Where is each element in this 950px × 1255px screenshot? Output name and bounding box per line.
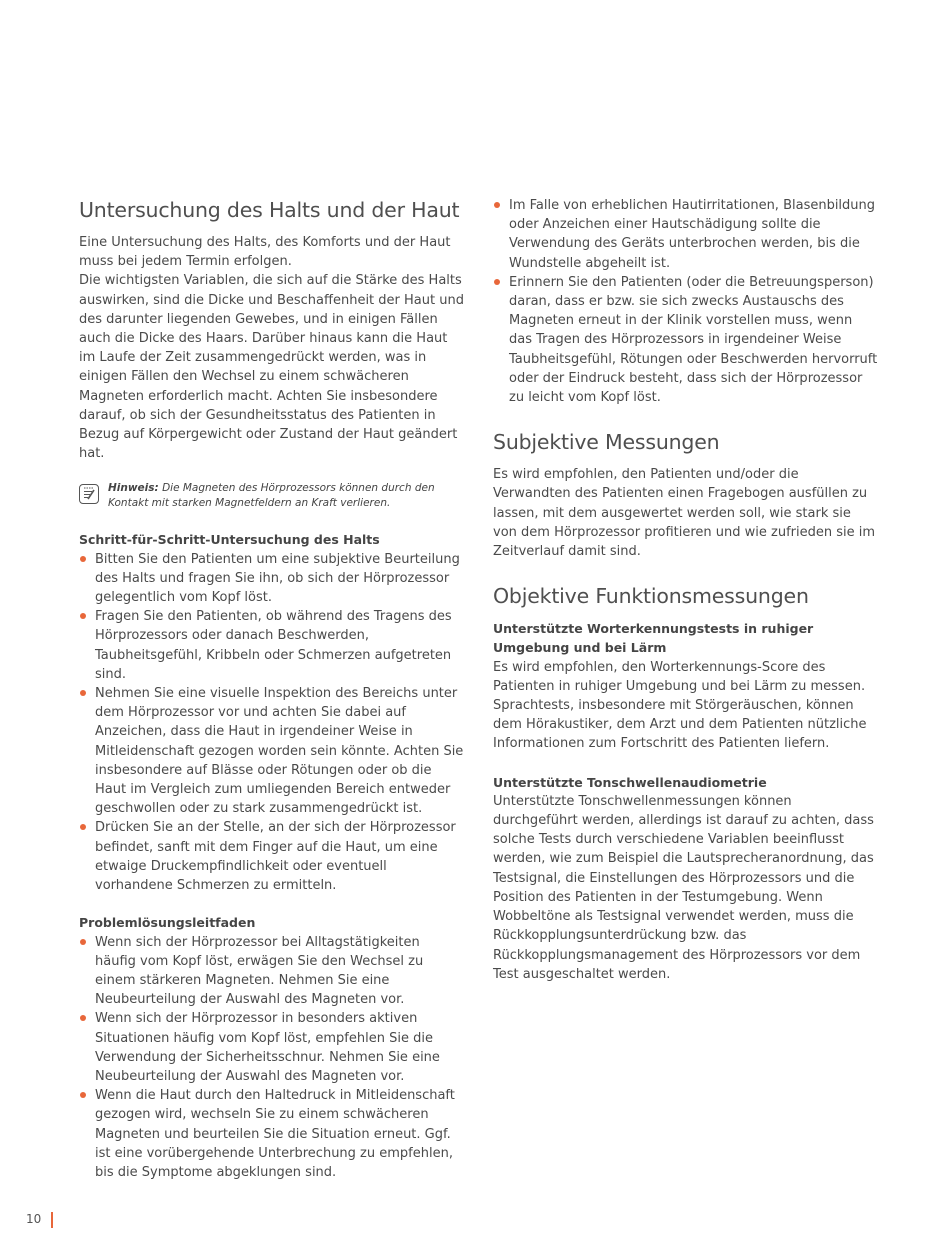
intro-paragraph-1: Eine Untersuchung des Halts, des Komforts und der Haut muss bei jedem Termin erfolgen. [79, 235, 451, 270]
page-number: 10 [26, 1212, 42, 1226]
list-item: Nehmen Sie eine visuelle Inspektion des Bereichs unter dem Hörprozessor vor und achten Sie dabei auf Anzeichen, dass die Haut in irgendeiner Weise in Mitleidenschaft gezogen worden sein könnte. Achten Sie insbesondere auf Blässe oder Rötungen oder ob die Haut im Vergleich zum umliegenden Bereich entweder geschwollen oder zu stark zusammengedrückt ist. [79, 684, 464, 818]
bullet-icon [494, 279, 500, 285]
bullet-icon [80, 556, 86, 562]
subjective-paragraph: Es wird empfohlen, den Patienten und/oder die Verwandten des Patienten einen Fragebogen ausfüllen zu lassen, mit dem ausgewertet werden soll, wie stark sie von dem Hörprozessor profitieren und wie zufrieden sie im Zeitverlauf damit sind. [493, 467, 876, 560]
list-item: Wenn die Haut durch den Haltedruck in Mitleidenschaft gezogen wird, wechseln Sie zu einem schwächeren Magneten und beurteilen Sie die Situation erneut. Ggf. ist eine vorübergehende Unterbrechung zu empfehlen, bis die Symptome abgeklungen sind. [79, 1086, 464, 1182]
troubleshooting-list [79, 933, 464, 1183]
step-by-step-list [79, 550, 464, 896]
subheading-tonschwellenaudiometrie: Unterstützte Tonschwellenaudiometrie [493, 774, 767, 790]
bullet-icon [80, 939, 86, 945]
subheading-worterkennungstests: Unterstützte Worterkennungstests in ruhiger Umgebung und bei Lärm [493, 621, 814, 656]
list-item: Bitten Sie den Patienten um eine subjektive Beurteilung des Halts und fragen Sie ihn, ob sich der Hörprozessor gelegentlich vom Kopf löst. [79, 550, 464, 608]
bullet-icon [494, 202, 500, 208]
bullet-icon [80, 824, 86, 830]
subheading-problemloesung: Problemlösungsleitfaden [79, 915, 256, 931]
hinweis-note [79, 481, 464, 513]
audiometry-paragraph: Unterstützte Tonschwellenmessungen können durchgeführt werden, allerdings ist darauf zu achten, dass solche Tests durch verschiedene Variablen beeinflusst werden, wie zum Beispiel die Lautsprecheranordnung, das Testsignal, die Einstellungen des Hörprozessors und die Position des Patienten in der Testumgebung. Wenn Wobbeltöne als Testsignal verwendet werden, muss die Rückkopplungsunterdrückung bzw. das Rückkopplungsmanagement des Hörprozessors vor dem Test ausgeschaltet werden. [493, 793, 874, 982]
page-number-divider [51, 1212, 53, 1228]
bullet-icon [80, 690, 86, 696]
section-heading-objektive-funktionsmessungen: Objektive Funktionsmessungen [493, 584, 809, 609]
skin-warning-list [493, 196, 878, 407]
note-icon [79, 484, 99, 504]
list-item: Wenn sich der Hörprozessor in besonders aktiven Situationen häufig vom Kopf löst, empfehlen Sie die Verwendung der Sicherheitsschnur. Nehmen Sie eine Neubeurteilung der Auswahl des Magneten vor. [79, 1009, 464, 1086]
intro-paragraph-2: Die wichtigsten Variablen, die sich auf die Stärke des Halts auswirken, sind die Dicke und Beschaffenheit der Haut und des darunter liegenden Gewebes, und in einigen Fällen auch die Dicke des Haars. Darüber hinaus kann die Haut im Laufe der Zeit zusammengedrückt werden, was in einigen Fällen den Wechsel zu einem schwächeren Magneten erforderlich macht. Achten Sie insbesondere darauf, ob sich der Gesundheitsstatus des Patienten in Bezug auf Körpergewicht oder Zustand der Haut geändert hat. [79, 273, 464, 462]
list-item: Drücken Sie an der Stelle, an der sich der Hörprozessor befindet, sanft mit dem Finger auf die Haut, um eine etwaige Druckempfindlichkeit oder eventuell vorhandene Schmerzen zu ermitteln. [79, 818, 464, 895]
section-heading-halt-haut: Untersuchung des Halts und der Haut [79, 198, 460, 222]
list-item: Wenn sich der Hörprozessor bei Alltagstätigkeiten häufig vom Kopf löst, erwägen Sie den Wechsel zu einem stärkeren Magneten. Nehmen Sie eine Neubeurteilung der Auswahl des Magneten vor. [79, 933, 464, 1010]
note-label: Hinweis: [108, 482, 159, 495]
list-item: Im Falle von erheblichen Hautirritationen, Blasenbildung oder Anzeichen einer Hautschädigung sollte die Verwendung des Geräts unterbrochen werden, bis die Wundstelle abgeheilt ist. [493, 196, 878, 273]
list-item: Fragen Sie den Patienten, ob während des Tragens des Hörprozessors oder danach Beschwerden, Taubheitsgefühl, Kribbeln oder Schmerzen aufgetreten sind. [79, 607, 464, 684]
word-recognition-paragraph: Es wird empfohlen, den Worterkennungs-Score des Patienten in ruhiger Umgebung und bei Lärm zu messen. Sprachtests, insbesondere mit Störgeräuschen, können dem Hörakustiker, dem Arzt und dem Patienten nützliche Informationen zum Fortschritt des Patienten liefern. [493, 659, 867, 752]
note-body: Die Magneten des Hörprozessors können durch den Kontakt mit starken Magnetfeldern an Kraft verlieren. [108, 482, 435, 510]
left-column [79, 196, 464, 1182]
note-text [108, 481, 464, 511]
bullet-icon [80, 613, 86, 619]
bullet-icon [80, 1015, 86, 1021]
list-item: Erinnern Sie den Patienten (oder die Betreuungsperson) daran, dass er bzw. sie sich zwecks Austauschs des Magneten erneut in der Klinik vorstellen muss, wenn das Tragen des Hörprozessors in irgendeiner Weise Taubheitsgefühl, Rötungen oder Beschwerden hervorruft oder der Eindruck besteht, dass sich der Hörprozessor zu leicht vom Kopf löst. [493, 273, 878, 407]
section-heading-subjektive-messungen: Subjektive Messungen [493, 430, 720, 455]
bullet-icon [80, 1092, 86, 1098]
right-column [493, 196, 878, 984]
subheading-schritt-fuer-schritt: Schritt-für-Schritt-Untersuchung des Halts [79, 532, 380, 548]
